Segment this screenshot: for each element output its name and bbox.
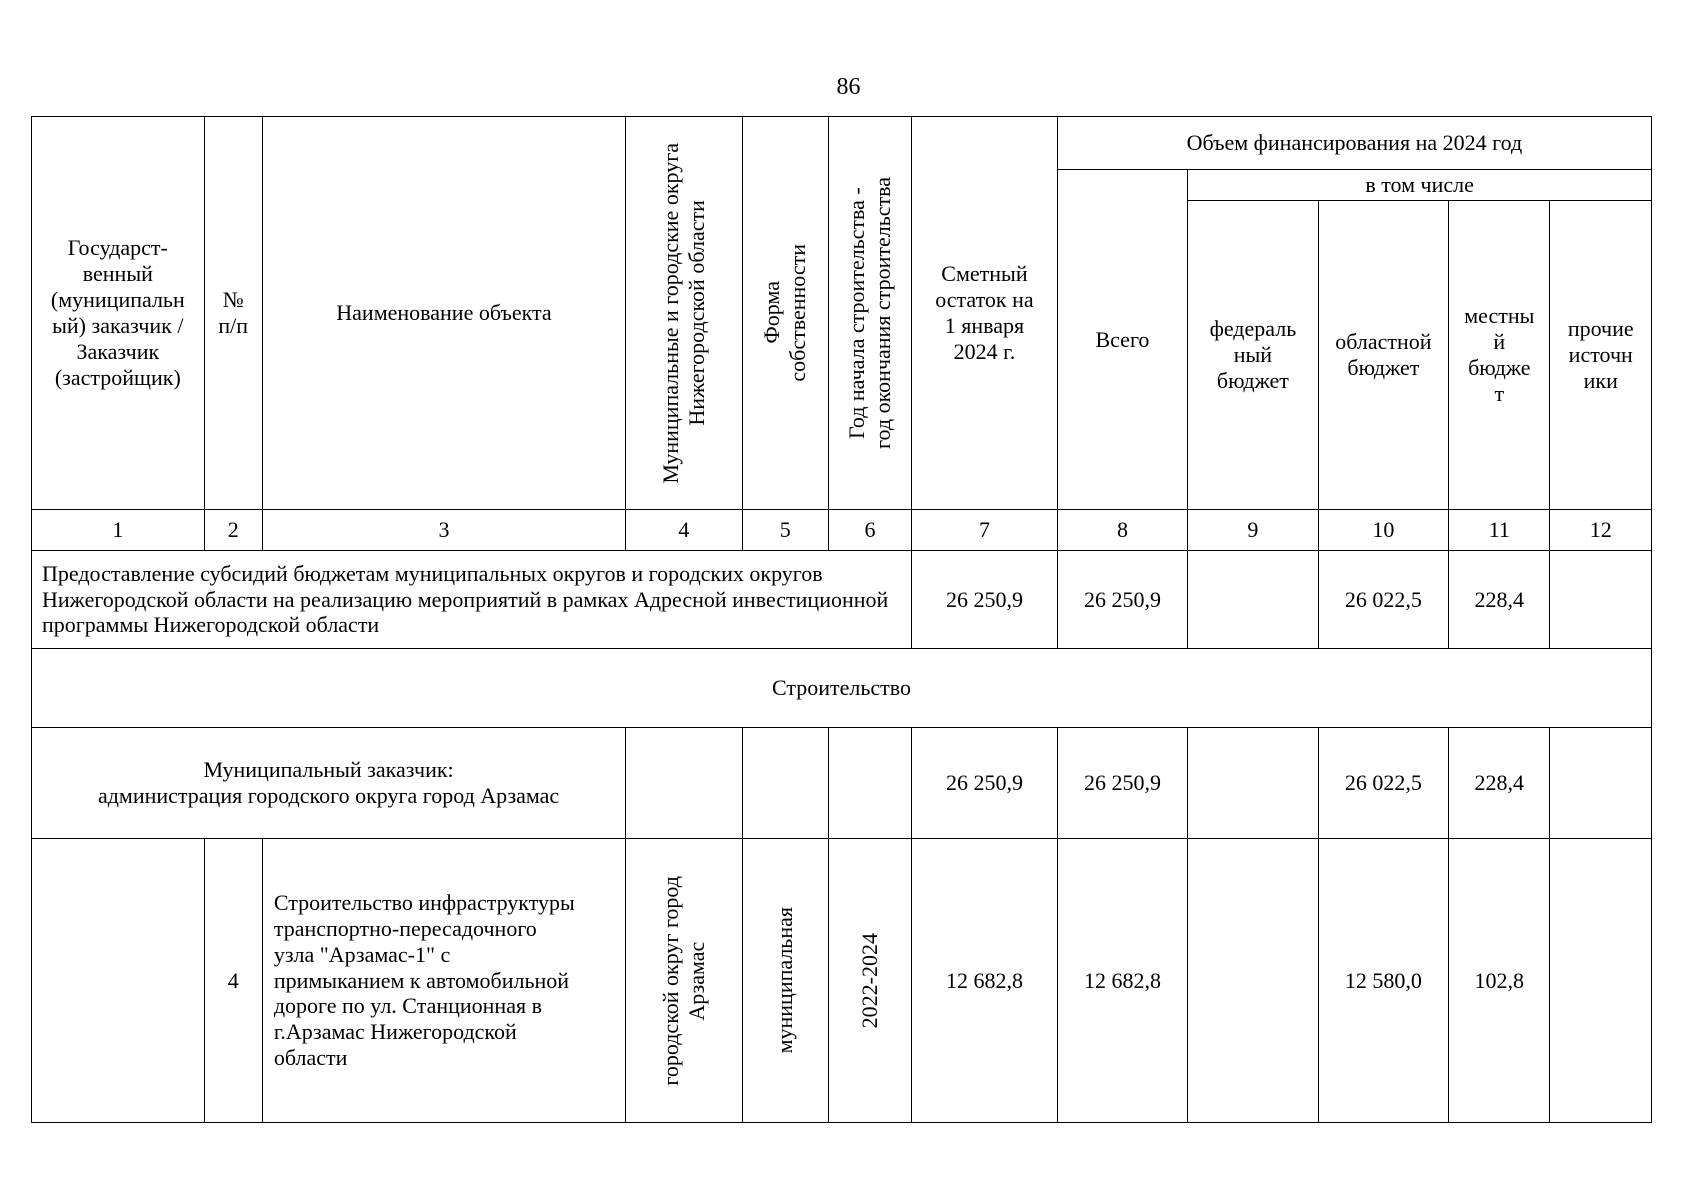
customer-balance: 26 250,9 <box>912 728 1058 839</box>
customer-other <box>1550 728 1652 839</box>
column-number: 5 <box>742 510 828 551</box>
object-row <box>32 839 1652 1123</box>
customer-municipality <box>626 728 742 839</box>
customer-row <box>32 728 1652 839</box>
summary-balance: 26 250,9 <box>912 551 1058 649</box>
column-number: 7 <box>912 510 1058 551</box>
object-federal <box>1188 839 1318 1123</box>
column-number: 1 <box>32 510 205 551</box>
customer-label: Муниципальный заказчик: администрация городского округа город Арзамас <box>32 728 626 839</box>
header-years: Год начала строительства - год окончания строительства <box>828 117 911 510</box>
section-title: Строительство <box>32 649 1652 728</box>
summary-regional: 26 022,5 <box>1318 551 1448 649</box>
investment-program-table <box>31 116 1652 1123</box>
object-municipality: городской округ город Арзамас <box>626 839 742 1123</box>
customer-years <box>828 728 911 839</box>
header-federal: федераль ный бюджет <box>1188 201 1318 510</box>
header-number: № п/п <box>204 117 262 510</box>
object-total: 12 682,8 <box>1057 839 1187 1123</box>
object-balance: 12 682,8 <box>912 839 1058 1123</box>
customer-local: 228,4 <box>1449 728 1550 839</box>
summary-federal <box>1188 551 1318 649</box>
column-numbers-row <box>32 510 1652 551</box>
header-municipality: Муниципальные и городские округа Нижегородской области <box>626 117 742 510</box>
object-other <box>1550 839 1652 1123</box>
summary-local: 228,4 <box>1449 551 1550 649</box>
object-local: 102,8 <box>1449 839 1550 1123</box>
column-number: 10 <box>1318 510 1448 551</box>
column-number: 9 <box>1188 510 1318 551</box>
header-including: в том числе <box>1188 170 1652 201</box>
customer-total: 26 250,9 <box>1057 728 1187 839</box>
header-other: прочие источн ики <box>1550 201 1652 510</box>
object-ownership: муниципальная <box>742 839 828 1123</box>
summary-total: 26 250,9 <box>1057 551 1187 649</box>
page-number: 86 <box>836 74 861 100</box>
customer-regional: 26 022,5 <box>1318 728 1448 839</box>
header-financing: Объем финансирования на 2024 год <box>1057 117 1651 170</box>
header-regional: областной бюджет <box>1318 201 1448 510</box>
column-number: 8 <box>1057 510 1187 551</box>
object-years: 2022-2024 <box>828 839 911 1123</box>
column-number: 2 <box>204 510 262 551</box>
header-total: Всего <box>1057 170 1187 510</box>
customer-ownership <box>742 728 828 839</box>
header-ownership: Форма собственности <box>742 117 828 510</box>
summary-label: Предоставление субсидий бюджетам муниципальных округов и городских округов Нижегородской области на реализацию мероприятий в рамках Адресной инвестиционной программы Нижегородской области <box>32 551 912 649</box>
header-local: местны й бюдже т <box>1449 201 1550 510</box>
summary-row <box>32 551 1652 649</box>
column-number: 4 <box>626 510 742 551</box>
header-balance: Сметный остаток на 1 января 2024 г. <box>912 117 1058 510</box>
header-customer: Государст- венный (муниципальн ый) заказчик / Заказчик (застройщик) <box>32 117 205 510</box>
header-object-name: Наименование объекта <box>262 117 625 510</box>
object-regional: 12 580,0 <box>1318 839 1448 1123</box>
object-number: 4 <box>204 839 262 1123</box>
column-number: 3 <box>262 510 625 551</box>
column-number: 12 <box>1550 510 1652 551</box>
object-customer <box>32 839 205 1123</box>
section-row <box>32 649 1652 728</box>
customer-federal <box>1188 728 1318 839</box>
summary-other <box>1550 551 1652 649</box>
column-number: 11 <box>1449 510 1550 551</box>
object-name: Строительство инфраструктуры транспортно-пересадочного узла "Арзамас-1" с примыканием к автомобильной дороге по ул. Станционная в г.Арзамас Нижегородской области <box>262 839 625 1123</box>
column-number: 6 <box>828 510 911 551</box>
